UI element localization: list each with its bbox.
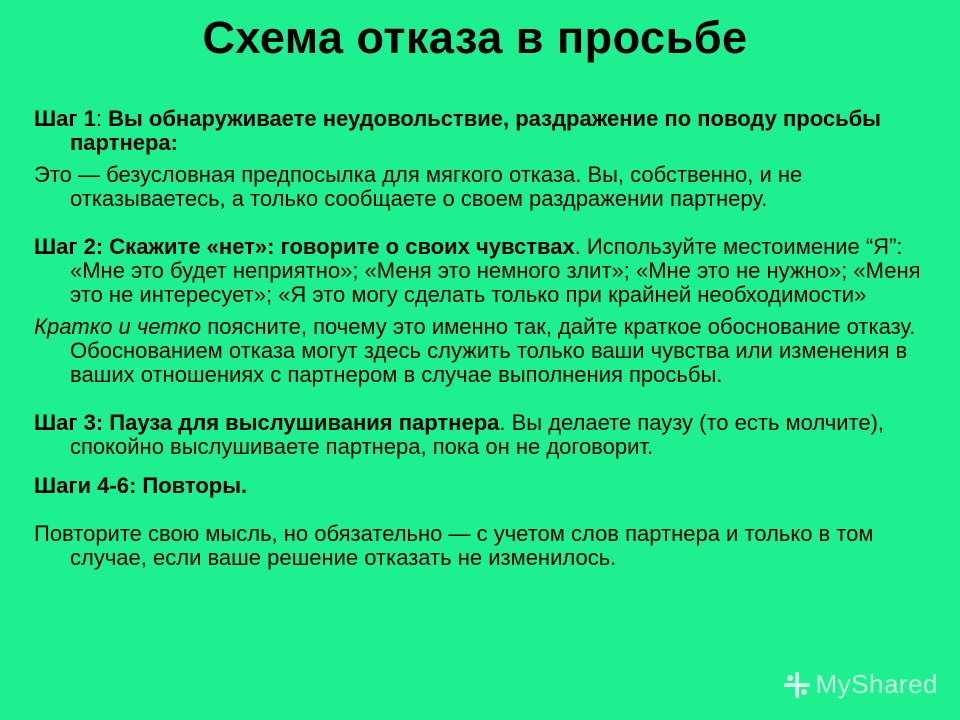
step-1-body: Это — безусловная предпосылка для мягкого отказа. Вы, собственно, и не отказываетесь, а только сообщаете о своем раздражении партнеру. — [34, 162, 803, 211]
step-1-heading — [34, 107, 924, 155]
slide-content — [34, 107, 924, 570]
watermark-text: MyShared — [815, 669, 938, 699]
myshared-logo-icon — [784, 672, 810, 698]
step-2-text: . Используйте местоимение “Я”: «Мне это будет неприятно»; «Меня это немного злит»; «Мне это не нужно»; «Меня это не интересует»; «Я это могу сделать только при крайней необходимости» — [70, 234, 921, 307]
watermark — [784, 669, 939, 700]
step-3-paragraph — [34, 411, 924, 459]
step-3-text: . Вы делаете паузу (то есть молчите), спокойно выслушиваете партнера, пока он не договорит. — [70, 410, 885, 459]
step-4-6-heading — [34, 474, 924, 498]
step-4-6-heading-text: Шаги 4-6: Повторы. — [34, 473, 248, 498]
step-1-heading-text: Вы обнаруживаете неудовольствие, раздражение по поводу просьбы партнера: — [70, 106, 881, 155]
step-1-separator: : — [95, 106, 109, 131]
slide-title: Схема отказа в просьбе — [202, 12, 748, 63]
step-2-heading: Шаг 2: Скажите «нет»: говорите о своих чувствах — [34, 234, 575, 259]
step-3-heading: Шаг 3: Пауза для выслушивания партнера — [34, 410, 500, 435]
step-2-text2: поясните, почему это именно так, дайте краткое обоснование отказу. Обоснованием отказа могут здесь служить только ваши чувства или изменения в ваших отношениях с партнером в случае выполнения просьбы. — [70, 314, 916, 387]
step-2-italic: Кратко и четко — [34, 314, 202, 339]
step-2-explanation — [34, 315, 924, 387]
step-1-label: Шаг 1 — [34, 106, 96, 131]
final-paragraph: Повторите свою мысль, но обязательно — с учетом слов партнера и только в том случае, если ваше решение отказать не изменилось. — [34, 521, 874, 570]
step-2-paragraph — [34, 235, 924, 307]
